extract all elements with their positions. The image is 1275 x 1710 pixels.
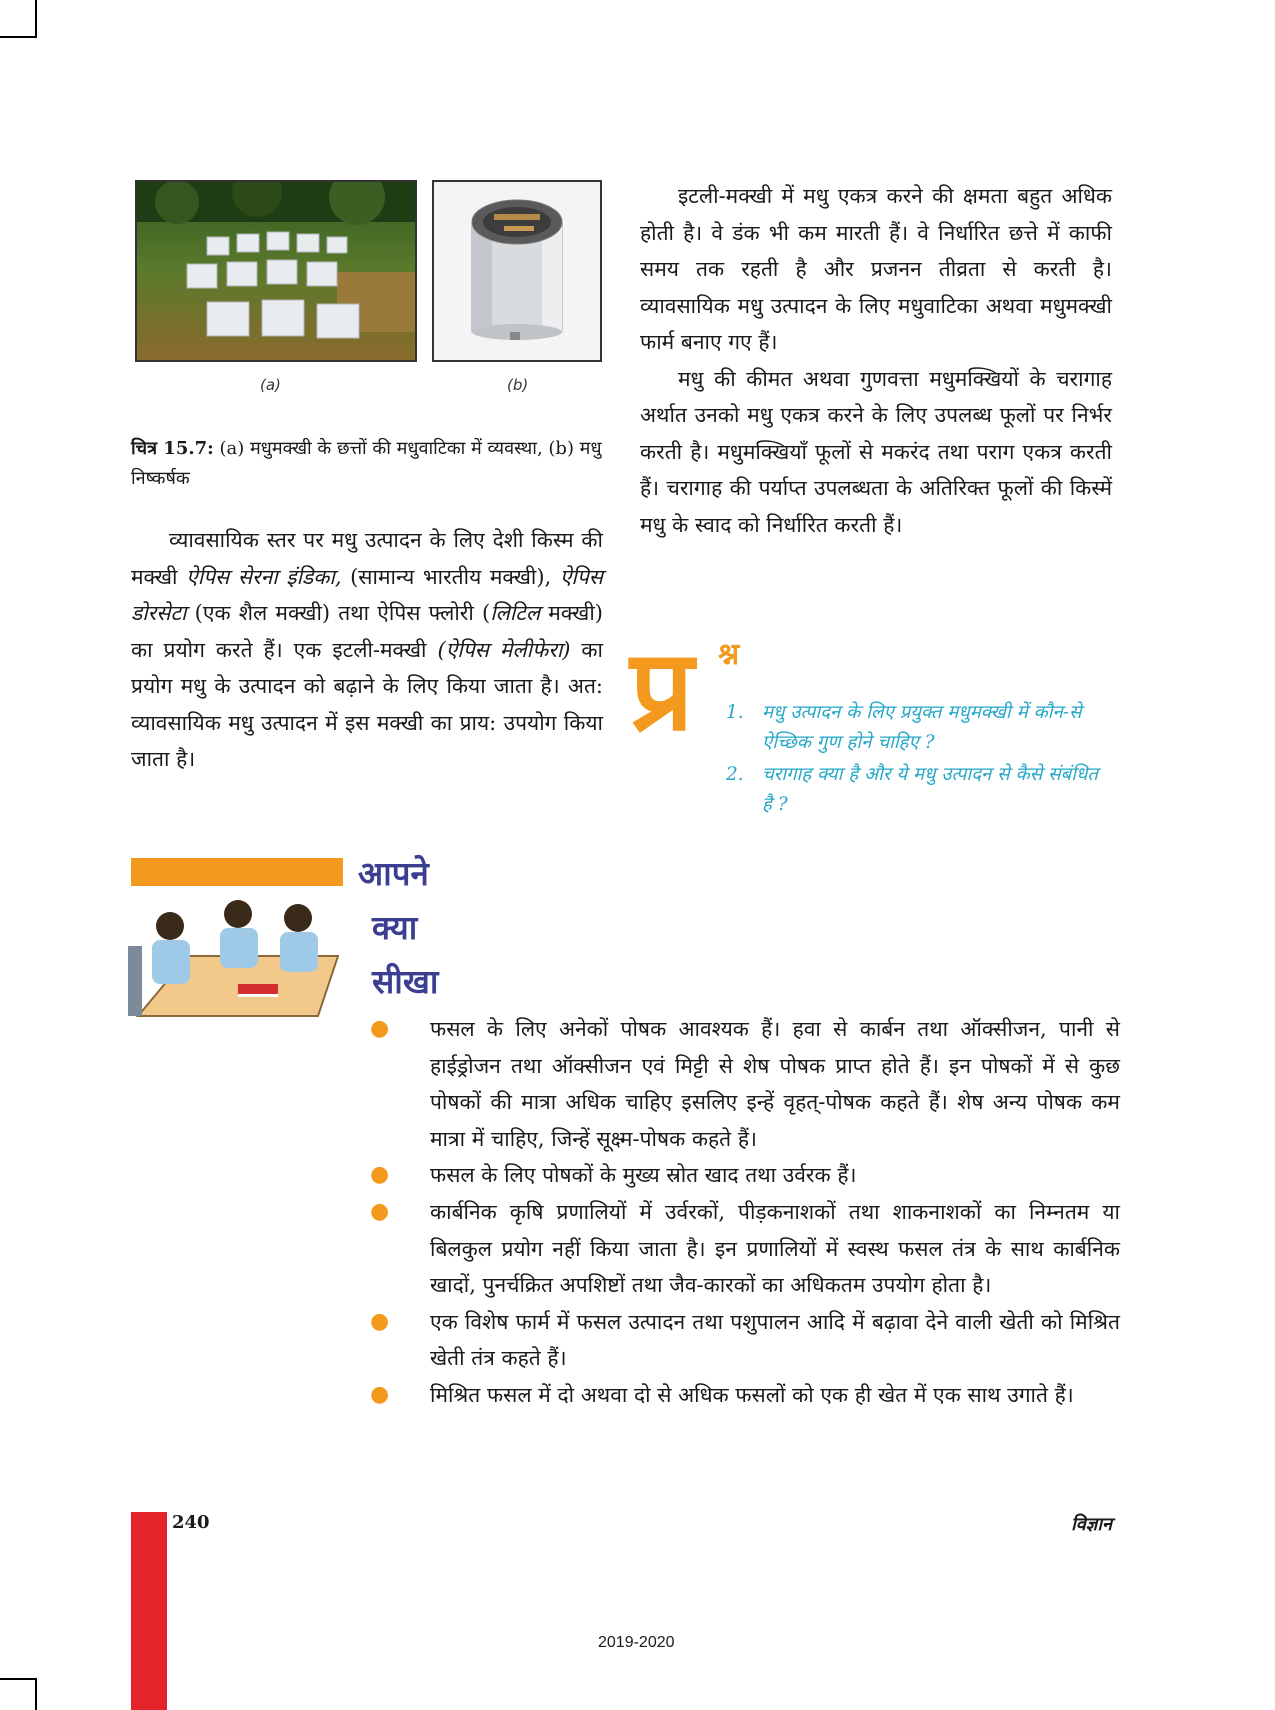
bullet-text: फसल के लिए पोषकों के मुख्य स्रोत खाद तथा उर्वरक हैं। xyxy=(430,1163,857,1188)
question-text: मधु उत्पादन के लिए प्रयुक्त मधुमक्खी में कौन-से ऐच्छिक गुण होने चाहिए ? xyxy=(762,702,1082,753)
question-number: 1. xyxy=(726,702,744,723)
crop-mark xyxy=(0,1678,37,1680)
bullet-text: एक विशेष फार्म में फसल उत्पादन तथा पशुपालन आदि में बढ़ावा देने वाली खेती को मिश्रित खेती तंत्र कहते हैं। xyxy=(430,1309,1120,1371)
crop-mark xyxy=(35,0,37,38)
questions-box xyxy=(630,626,1118,826)
bullet-icon: ● xyxy=(370,1198,390,1224)
bullet-icon: ● xyxy=(370,1381,390,1407)
right-paragraphs xyxy=(640,178,1112,543)
footer-year: 2019-2020 xyxy=(598,1634,675,1651)
figure-caption xyxy=(131,434,603,494)
right-paragraph-1: इटली-मक्खी में मधु एकत्र करने की क्षमता बहुत अधिक होती है। वे डंक भी कम मारती हैं। वे निर्धारित छत्ते में काफी समय तक रहती है और प्रजनन तीव्रता से करती है। व्यावसायिक मधु उत्पादन के लिए मधुवाटिका अथवा मधुमक्खी फार्म बनाए गए हैं। xyxy=(640,184,1112,354)
paragraph-segment: (एक शैल मक्खी) तथा ऐपिस फ्लोरी ( xyxy=(186,601,491,625)
crop-mark xyxy=(0,36,37,38)
question-big-letter: प्र xyxy=(630,626,694,756)
bullet-item xyxy=(370,1157,1120,1194)
section-title-line2: क्या xyxy=(372,908,418,947)
figure-apiary-image xyxy=(135,180,417,362)
left-paragraph-text xyxy=(131,522,603,778)
section-orange-bar xyxy=(131,858,343,886)
figure-label-a: (a) xyxy=(260,376,281,394)
figure-extractor-image xyxy=(432,180,602,362)
section-title-line3: सीखा xyxy=(372,962,439,1001)
paragraph-segment: व्यावसायिक स्तर पर मधु उत्पादन के लिए देशी किस्म की मक्खी xyxy=(131,528,603,589)
page-number: 240 xyxy=(172,1512,210,1533)
bullet-text: फसल के लिए अनेकों पोषक आवश्यक हैं। हवा से कार्बन तथा ऑक्सीजन, पानी से हाईड्रोजन तथा ऑक्सीजन एवं मिट्टी से शेष पोषक प्राप्त होते हैं। इन पोषकों में से कुछ पोषकों की मात्रा अधिक चाहिए इसलिए इन्हें वृहत्-पोषक कहते हैं। शेष अन्य पोषक कम मात्रा में चाहिए, जिन्हें सूक्ष्म-पोषक कहते हैं। xyxy=(430,1017,1120,1151)
bullet-text: कार्बनिक कृषि प्रणालियों में उर्वरकों, पीड़कनाशकों तथा शाकनाशकों का निम्नतम या बिलकुल प्रयोग नहीं किया जाता है। इन प्रणालियों में स्वस्थ फसल तंत्र के साथ कार्बनिक खादों, पुनर्चक्रित अपशिष्टों तथा जैव-कारकों का अधिकतम उपयोग होता है। xyxy=(430,1199,1120,1298)
species-name: ऐपिस डोरसेटा xyxy=(131,564,603,625)
footer-subject: विज्ञान xyxy=(1071,1514,1112,1535)
bullet-item xyxy=(370,1011,1120,1157)
learned-bullet-list xyxy=(370,1011,1120,1414)
bullet-item xyxy=(370,1194,1120,1304)
question-item xyxy=(726,698,1102,758)
paragraph-segment: का प्रयोग मधु के उत्पादन को बढ़ाने के लिए किया जाता है। अत: व्यावसायिक मधु उत्पादन में इस मक्खी का प्राय: उपयोग किया जाता है। xyxy=(131,637,603,771)
question-item xyxy=(726,760,1102,820)
figure-label-b: (b) xyxy=(507,376,529,394)
paragraph-segment: मक्खी) का प्रयोग करते हैं। एक इटली-मक्खी xyxy=(131,601,603,662)
paragraph-segment: (सामान्य भारतीय मक्खी), xyxy=(341,564,560,589)
right-paragraph-2: मधु की कीमत अथवा गुणवत्ता मधुमक्खियों के चरागाह अर्थात उनको मधु एकत्र करने के लिए उपलब्ध फूलों पर निर्भर करती है। मधुमक्खियाँ फूलों से मकरंद तथा पराग एकत्र करती हैं। चरागाह की पर्याप्त उपलब्धता के अतिरिक्त फूलों की किस्में मधु के स्वाद को निर्धारित करती हैं। xyxy=(640,366,1112,537)
students-illustration xyxy=(128,896,348,1022)
species-name: (ऐपिस मेलीफेरा) xyxy=(437,637,571,662)
bullet-text: मिश्रित फसल में दो अथवा दो से अधिक फसलों को एक ही खेत में एक साथ उगाते हैं। xyxy=(430,1382,1074,1407)
footer-red-bar xyxy=(131,1512,167,1710)
crop-mark xyxy=(35,1678,37,1710)
bullet-icon: ● xyxy=(370,1308,390,1334)
bullet-icon: ● xyxy=(370,1162,390,1188)
caption-label: चित्र 15.7: xyxy=(131,438,214,459)
bullet-item xyxy=(370,1377,1120,1414)
species-name: ऐपिस सेरना इंडिका, xyxy=(186,564,342,589)
question-number: 2. xyxy=(726,764,744,785)
section-title-line1: आपने xyxy=(358,854,429,893)
left-paragraph xyxy=(131,522,603,778)
bullet-icon: ● xyxy=(370,1016,390,1041)
bullet-item xyxy=(370,1304,1120,1377)
question-heading-rest: श्न xyxy=(718,637,740,672)
caption-text: (a) मधुमक्खी के छत्तों की मधुवाटिका में व्यवस्था, (b) मधु निष्कर्षक xyxy=(131,438,602,489)
question-text: चरागाह क्या है और ये मधु उत्पादन से कैसे संबंधित है ? xyxy=(762,764,1098,815)
species-name: लिटिल xyxy=(490,601,541,625)
